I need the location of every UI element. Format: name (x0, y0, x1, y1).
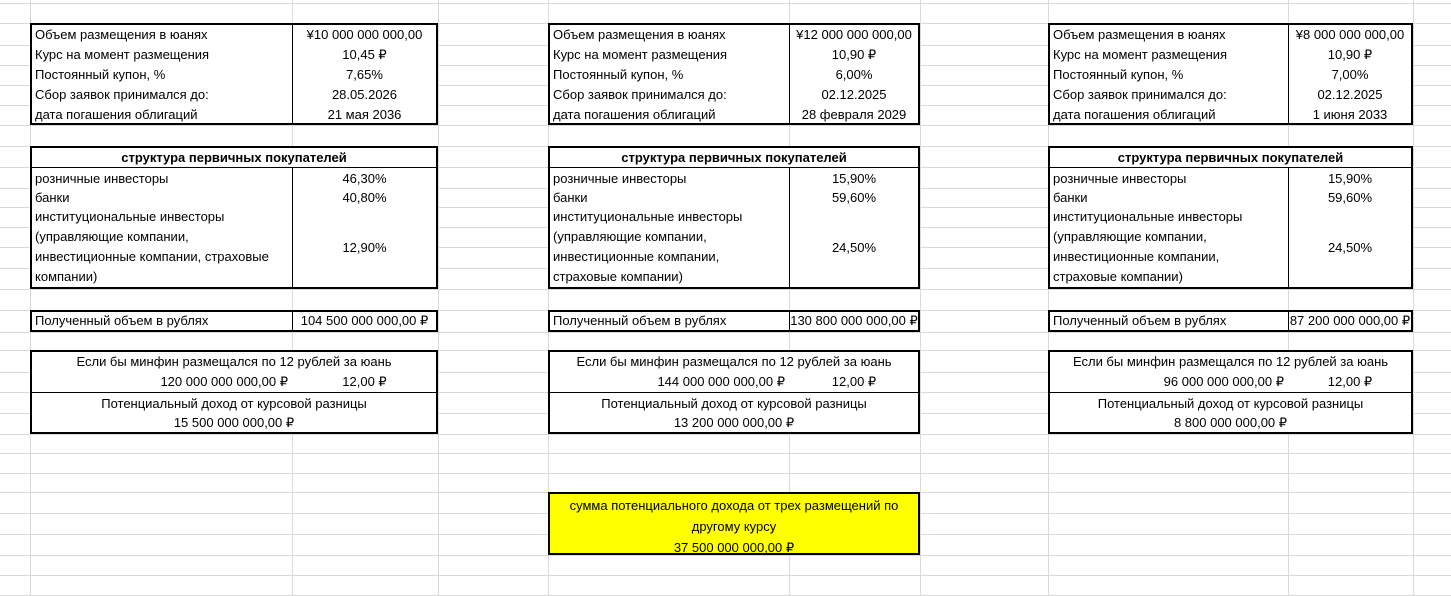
param-label[interactable]: Сбор заявок принимался до: (1053, 87, 1227, 102)
rub-volume-label[interactable]: Полученный объем в рублях (35, 313, 209, 328)
scenario-rate[interactable]: 12,00 ₽ (831, 374, 877, 389)
param-label[interactable]: Постоянный купон, % (553, 67, 684, 82)
param-value[interactable]: 02.12.2025 (1317, 87, 1383, 102)
param-value[interactable]: ¥8 000 000 000,00 (1295, 27, 1405, 42)
structure-value[interactable]: 59,60% (1327, 190, 1373, 205)
gridline-row (0, 289, 1451, 290)
gridline-row (0, 332, 1451, 333)
param-label[interactable]: дата погашения облигаций (35, 107, 198, 122)
income-value[interactable]: 13 200 000 000,00 ₽ (673, 415, 795, 430)
param-value[interactable]: 6,00% (835, 67, 873, 82)
scenario-title[interactable]: Если бы минфин размещался по 12 рублей за юань (1072, 354, 1389, 369)
rub-volume-label[interactable]: Полученный объем в рублях (1053, 313, 1227, 328)
structure-label[interactable]: розничные инвесторы (35, 171, 169, 186)
gridline-row (0, 125, 1451, 126)
param-label[interactable]: Постоянный купон, % (35, 67, 166, 82)
structure-label[interactable]: банки (553, 190, 588, 205)
gridline-col (920, 0, 921, 596)
structure-label[interactable]: банки (1053, 190, 1088, 205)
gridline-row (0, 575, 1451, 576)
structure-value[interactable]: 24,50% (831, 240, 877, 255)
gridline-col (438, 0, 439, 596)
structure-label-institutional[interactable]: институциональные инвесторы (управляющие компании, инвестиционные компании, страховые компании) (1053, 209, 1243, 284)
structure-header[interactable]: структура первичных покупателей (1117, 150, 1344, 165)
param-value[interactable]: 28.05.2026 (331, 87, 398, 102)
structure-value[interactable]: 12,90% (342, 240, 387, 255)
gridline-row (0, 473, 1451, 474)
rub-volume-label[interactable]: Полученный объем в рублях (553, 313, 727, 328)
param-label[interactable]: Курс на момент размещения (35, 47, 210, 62)
structure-value[interactable]: 24,50% (1327, 240, 1373, 255)
param-label[interactable]: Объем размещения в юанях (1053, 27, 1226, 42)
param-value[interactable]: 10,90 ₽ (1327, 47, 1373, 62)
scenario-title[interactable]: Если бы минфин размещался по 12 рублей за юань (76, 354, 392, 369)
param-label[interactable]: дата погашения облигаций (1053, 107, 1216, 122)
income-value[interactable]: 8 800 000 000,00 ₽ (1173, 415, 1288, 430)
summary-total-value: 37 500 000 000,00 ₽ (673, 540, 795, 555)
scenario-amount[interactable]: 96 000 000 000,00 ₽ (1163, 374, 1284, 389)
param-value[interactable]: 02.12.2025 (821, 87, 887, 102)
param-value[interactable]: 10,90 ₽ (831, 47, 877, 62)
gridline-row (0, 3, 1451, 4)
structure-label-institutional[interactable]: институциональные инвесторы (управляющие компании, инвестиционные компании, страховые компании) (35, 209, 269, 284)
rub-volume-value[interactable]: 104 500 000 000,00 ₽ (300, 313, 429, 328)
scenario-amount[interactable]: 120 000 000 000,00 ₽ (160, 374, 288, 389)
param-label[interactable]: Курс на момент размещения (1053, 47, 1228, 62)
param-value[interactable]: ¥10 000 000 000,00 (306, 27, 423, 42)
param-label[interactable]: Постоянный купон, % (1053, 67, 1184, 82)
param-value[interactable]: ¥12 000 000 000,00 (796, 27, 912, 42)
rub-volume-value[interactable]: 87 200 000 000,00 ₽ (1289, 313, 1411, 328)
structure-value[interactable]: 46,30% (342, 171, 387, 186)
structure-label[interactable]: розничные инвесторы (553, 171, 687, 186)
param-value[interactable]: 7,00% (1331, 67, 1369, 82)
gridline-row (0, 453, 1451, 454)
param-label[interactable]: Курс на момент размещения (553, 47, 728, 62)
structure-label-institutional[interactable]: институциональные инвесторы (управляющие компании, инвестиционные компании, страховые компании) (553, 209, 743, 284)
scenario-rate[interactable]: 12,00 ₽ (1327, 374, 1373, 389)
param-label[interactable]: дата погашения облигаций (553, 107, 716, 122)
param-label[interactable]: Сбор заявок принимался до: (553, 87, 727, 102)
param-value[interactable]: 10,45 ₽ (342, 47, 387, 62)
param-label[interactable]: Объем размещения в юанях (35, 27, 208, 42)
rub-volume-value[interactable]: 130 800 000 000,00 ₽ (790, 313, 918, 328)
income-value[interactable]: 15 500 000 000,00 ₽ (173, 415, 295, 430)
scenario-rate[interactable]: 12,00 ₽ (342, 374, 387, 389)
structure-value[interactable]: 15,90% (831, 171, 877, 186)
scenario-title[interactable]: Если бы минфин размещался по 12 рублей за юань (576, 354, 892, 369)
structure-value[interactable]: 40,80% (342, 190, 387, 205)
structure-label[interactable]: розничные инвесторы (1053, 171, 1187, 186)
gridline-col (1413, 0, 1414, 596)
structure-value[interactable]: 15,90% (1327, 171, 1373, 186)
income-title[interactable]: Потенциальный доход от курсовой разницы (601, 396, 867, 411)
structure-value[interactable]: 59,60% (831, 190, 877, 205)
scenario-amount[interactable]: 144 000 000 000,00 ₽ (657, 374, 785, 389)
structure-header[interactable]: структура первичных покупателей (121, 150, 347, 165)
income-title[interactable]: Потенциальный доход от курсовой разницы (101, 396, 367, 411)
param-label[interactable]: Сбор заявок принимался до: (35, 87, 209, 102)
structure-label[interactable]: банки (35, 190, 70, 205)
gridline-row (0, 434, 1451, 435)
summary-text-line-1: сумма потенциального дохода от трех размещений по (569, 498, 899, 513)
param-value[interactable]: 28 февраля 2029 (801, 107, 907, 122)
summary-total-cell[interactable] (548, 492, 920, 555)
param-value[interactable]: 21 мая 2036 (327, 107, 402, 122)
income-title[interactable]: Потенциальный доход от курсовой разницы (1097, 396, 1364, 411)
param-value[interactable]: 1 июня 2033 (1312, 107, 1388, 122)
param-value[interactable]: 7,65% (346, 67, 383, 82)
summary-text-line-2: другому курсу (691, 519, 777, 534)
structure-header[interactable]: структура первичных покупателей (621, 150, 847, 165)
param-label[interactable]: Объем размещения в юанях (553, 27, 726, 42)
